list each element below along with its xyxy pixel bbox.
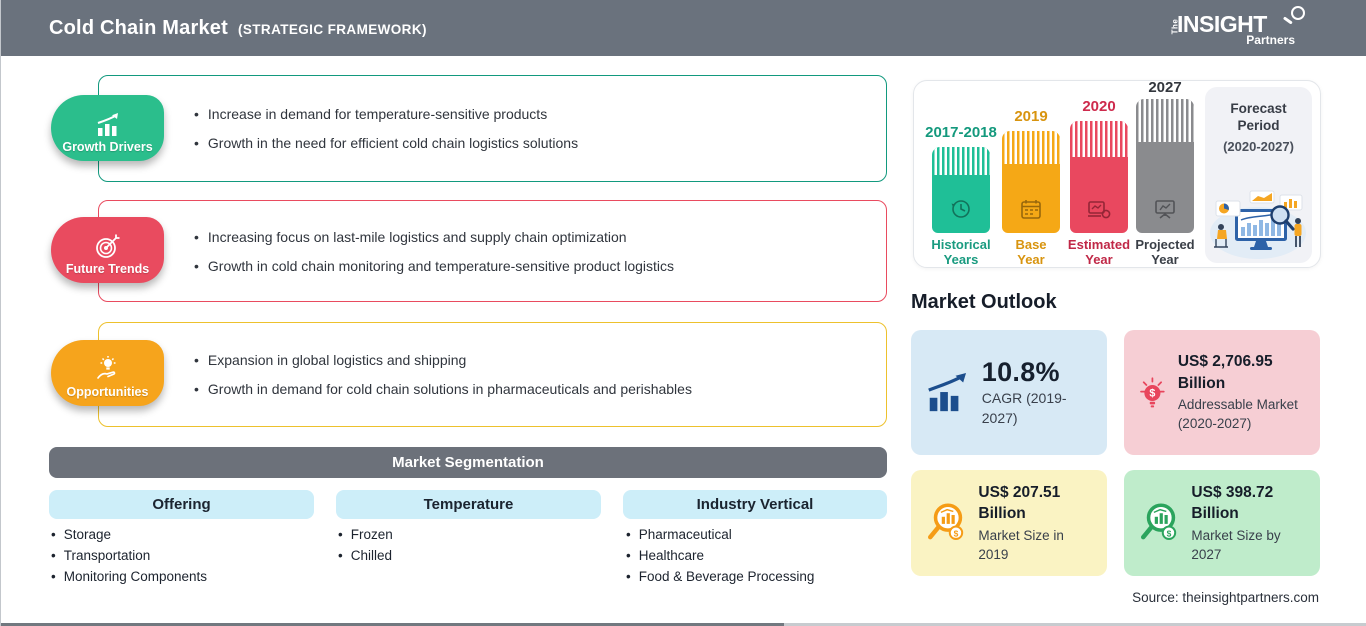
industry-vertical-list xyxy=(626,524,814,587)
magnifier-chart-green-icon xyxy=(1137,498,1181,548)
list-item: • Frozen xyxy=(338,524,393,545)
page-title: Cold Chain Market xyxy=(49,16,228,39)
cagr-card xyxy=(911,330,1107,455)
bar-stripes xyxy=(1136,99,1194,142)
market-outlook-title: Market Outlook xyxy=(911,291,1057,313)
projection-screen-icon xyxy=(1153,197,1177,221)
growth-drivers-bullet: • Growth in the need for efficient cold chain logistics solutions xyxy=(194,135,886,151)
opportunities-bullet: • Expansion in global logistics and shipping xyxy=(194,352,886,368)
addressable-market-desc: Addressable Market (2020-2027) xyxy=(1177,397,1298,432)
list-item: • Monitoring Components xyxy=(51,566,207,587)
list-item: • Pharmaceutical xyxy=(626,524,814,545)
caption-line: Base xyxy=(1015,237,1047,252)
opportunities-box xyxy=(98,322,887,427)
opportunities-bullet: • Growth in demand for cold chain solutions in pharmaceuticals and perishables xyxy=(194,381,886,397)
future-trends-label: Future Trends xyxy=(65,262,150,276)
cagr-value: 10.8% xyxy=(981,356,1060,387)
opportunities-label: Opportunities xyxy=(66,385,149,399)
addressable-market-value: US$ 2,706.95 Billion xyxy=(1177,353,1273,392)
offering-list xyxy=(51,524,207,587)
bar-stripes xyxy=(932,147,990,175)
year-label: 2027 xyxy=(1148,79,1182,96)
insight-partners-logo xyxy=(1169,9,1309,49)
year-label: 2017-2018 xyxy=(925,124,997,141)
future-trends-box xyxy=(98,200,887,302)
market-size-2027-desc: Market Size by 2027 xyxy=(1191,527,1281,562)
segmentation-column-offering xyxy=(49,490,314,519)
caption-line: Year xyxy=(1151,252,1179,267)
svg-text:$: $ xyxy=(1166,528,1172,539)
analytics-illustration xyxy=(1208,189,1309,261)
future-trends-bullet: • Growth in cold chain monitoring and temperature-sensitive product logistics xyxy=(194,258,886,274)
projected-year-bar xyxy=(1136,99,1194,233)
list-item: • Food & Beverage Processing xyxy=(626,566,814,587)
market-size-2019-card xyxy=(911,470,1107,576)
caption-line: Historical xyxy=(931,237,991,252)
caption-line: Year xyxy=(1017,252,1045,267)
addressable-market-text xyxy=(1178,351,1310,433)
estimate-laptop-icon xyxy=(1086,197,1112,221)
svg-text:$: $ xyxy=(1149,387,1156,400)
segmentation-column-temperature xyxy=(336,490,601,519)
base-year-bar xyxy=(1002,131,1060,233)
bar-stripes xyxy=(1070,121,1128,157)
projected-year-caption xyxy=(1123,237,1207,267)
magnifier-handle-icon xyxy=(1283,16,1293,24)
logo-partners-text: Partners xyxy=(1246,33,1295,47)
caption-line: Estimated xyxy=(1067,237,1131,252)
historical-years-bar xyxy=(932,147,990,233)
temperature-list xyxy=(338,524,393,566)
offering-header: Offering xyxy=(152,496,211,513)
growth-drivers-badge xyxy=(51,95,164,161)
bulb-hand-icon xyxy=(93,355,123,383)
dollar-bulb-icon xyxy=(1137,367,1168,419)
market-size-2019-text xyxy=(978,482,1097,564)
calendar-icon xyxy=(1019,197,1043,221)
growth-chart-icon xyxy=(93,112,123,138)
caption-line: Year xyxy=(1085,252,1113,267)
market-size-2027-value: US$ 398.72 Billion xyxy=(1191,483,1274,523)
logo-the-text: The xyxy=(1170,18,1180,35)
svg-text:$: $ xyxy=(953,528,959,539)
industry-vertical-header: Industry Vertical xyxy=(696,496,814,513)
year-label: 2019 xyxy=(1014,108,1048,125)
market-size-2027-card xyxy=(1124,470,1320,576)
growth-drivers-bullet: • Increase in demand for temperature-sensitive products xyxy=(194,106,886,122)
logo-insight-text: INSIGHT xyxy=(1177,11,1267,37)
header-bar xyxy=(1,0,1366,56)
growth-drivers-box xyxy=(98,75,887,182)
forecast-period-box xyxy=(1205,87,1312,263)
forecast-period-label xyxy=(1205,100,1312,134)
market-size-2027-text xyxy=(1191,482,1310,564)
market-size-2019-desc: Market Size in 2019 xyxy=(978,527,1064,562)
magnifier-chart-orange-icon xyxy=(924,498,968,548)
market-size-2019-value: US$ 207.51 Billion xyxy=(978,483,1061,523)
timeline-panel xyxy=(913,80,1321,268)
cagr-chart-icon xyxy=(924,370,972,416)
list-item: • Healthcare xyxy=(626,545,814,566)
forecast-period-range: (2020-2027) xyxy=(1223,139,1294,154)
bar-stripes xyxy=(1002,131,1060,164)
list-item: • Transportation xyxy=(51,545,207,566)
addressable-market-card xyxy=(1124,330,1320,455)
list-item: • Chilled xyxy=(338,545,393,566)
caption-line: Years xyxy=(943,252,979,267)
forecast-line: Forecast xyxy=(1230,101,1287,116)
market-segmentation-title: Market Segmentation xyxy=(392,454,544,471)
segmentation-column-industry-vertical xyxy=(623,490,887,519)
caption-line: Projected xyxy=(1135,237,1195,252)
cagr-text xyxy=(982,357,1097,429)
future-trends-bullet: • Increasing focus on last-mile logistics and supply chain optimization xyxy=(194,229,886,245)
market-segmentation-bar xyxy=(49,447,887,478)
list-item: • Storage xyxy=(51,524,207,545)
year-label: 2020 xyxy=(1082,98,1116,115)
page-subtitle: (STRATEGIC FRAMEWORK) xyxy=(237,21,427,37)
growth-drivers-label: Growth Drivers xyxy=(62,140,153,154)
estimated-year-bar xyxy=(1070,121,1128,233)
cagr-desc: CAGR (2019-2027) xyxy=(981,389,1067,426)
history-clock-icon xyxy=(949,197,973,221)
magnifier-lens-icon xyxy=(1291,6,1305,20)
future-trends-badge xyxy=(51,217,164,283)
temperature-header: Temperature xyxy=(423,496,514,513)
header-title-group xyxy=(49,17,427,40)
target-icon xyxy=(93,233,123,260)
forecast-line: Period xyxy=(1237,118,1280,133)
opportunities-badge xyxy=(51,340,164,406)
source-attribution: Source: theinsightpartners.com xyxy=(1132,590,1319,605)
